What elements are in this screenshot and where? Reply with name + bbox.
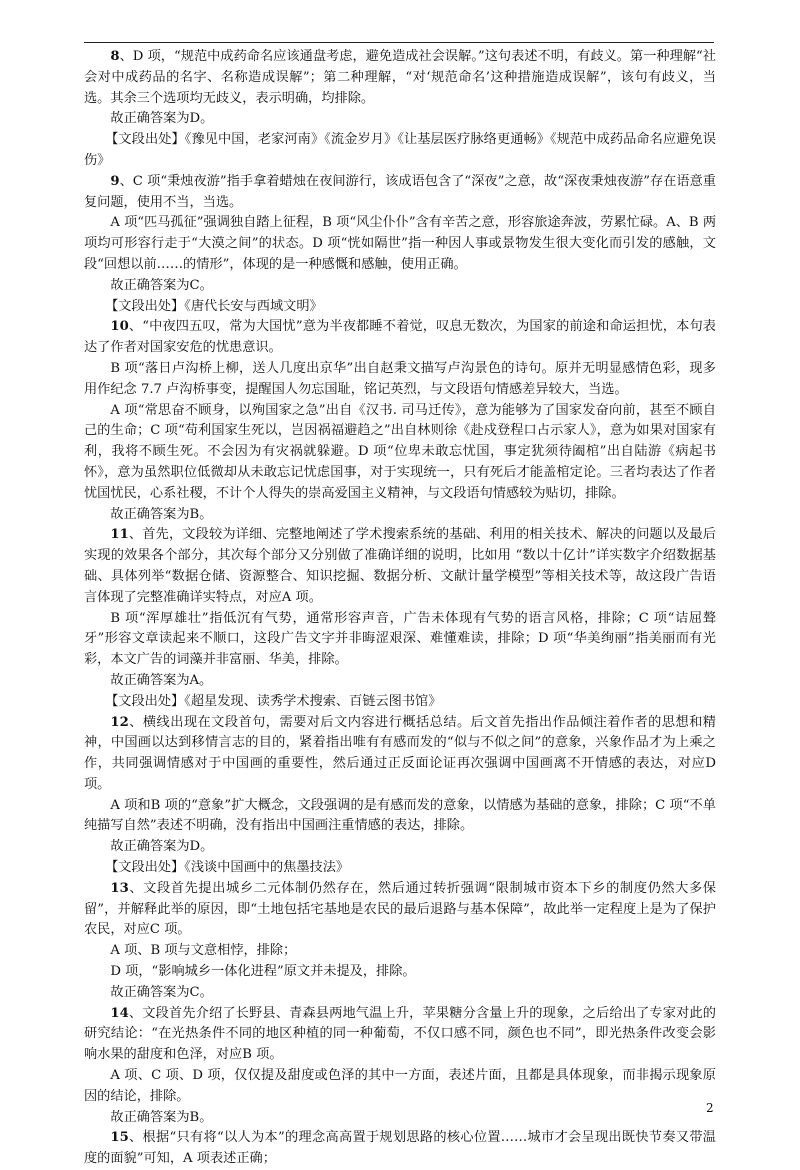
paragraph-text: 、首先，文段较为详细、完整地阐述了学术搜索系统的基础、利用的相关技术、解决的问题以及最后实现的效果各个部分，其次每个部分又分别做了准确详细的说明，比如用 “数以十亿计”详实数字介绍数据基础、具体列举“数据仓储、资源整合、知识挖掘、数据分析、文献计量学模型”等相关技术等，故这段广告语言体现了完整准确详实特点，对应A 项。 bbox=[84, 527, 716, 605]
paragraph bbox=[84, 1066, 716, 1108]
paragraph bbox=[84, 837, 716, 858]
question-paragraph-14 bbox=[84, 1004, 716, 1066]
paragraph-text: B 项“浑厚雄壮”指低沉有气势，通常形容声音，广告未体现有气势的语言风格，排除；C 项“诘屈聱牙”形容文章读起来不顺口，这段广告文字并非晦涩艰深、难懂难读，排除；D 项“华美绚丽”指美丽而有光彩，本文广告的词藻并非富丽、华美，排除。 bbox=[84, 610, 716, 668]
question-paragraph-9 bbox=[84, 172, 716, 214]
paragraph bbox=[84, 109, 716, 130]
paragraph bbox=[84, 213, 716, 275]
paragraph bbox=[84, 941, 716, 962]
answer-explanations bbox=[84, 47, 716, 1170]
question-paragraph-10 bbox=[84, 317, 716, 359]
paragraph bbox=[84, 359, 716, 401]
paragraph bbox=[84, 401, 716, 505]
page-number: 2 bbox=[706, 1101, 714, 1115]
paragraph-text: D 项，“影响城乡一体化进程”原文并未提及，排除。 bbox=[110, 964, 416, 980]
question-number: 15 bbox=[110, 1130, 129, 1146]
paragraph-text: 【文段出处】《唐代长安与西域文明》 bbox=[105, 298, 323, 314]
source-citation bbox=[84, 692, 716, 713]
paragraph-text: A 项“匹马孤征”强调独自踏上征程，B 项“风尘仆仆”含有辛苦之意，形容旅途奔波，劳累忙碌。A、B 两项均可形容行走于“大漠之间”的状态。D 项“恍如隔世”指一种因人事或景物发生很大变化而引发的感触，文段“回想以前……的情形”，体现的是一种感慨和感触，使用正确。 bbox=[84, 215, 716, 272]
question-number: 9 bbox=[110, 173, 120, 189]
question-paragraph-13 bbox=[84, 879, 716, 941]
question-number: 11 bbox=[110, 527, 129, 543]
question-number: 8 bbox=[110, 49, 120, 64]
paragraph bbox=[84, 983, 716, 1004]
question-number: 12 bbox=[110, 714, 129, 730]
paragraph bbox=[84, 505, 716, 526]
paragraph-text: 【文段出处】《豫见中国，老家河南》《流金岁月》《让基层医疗脉络更通畅》《规范中成药品命名应避免误伤》 bbox=[84, 132, 716, 168]
source-citation bbox=[84, 297, 716, 318]
paragraph-text: 故正确答案为D。 bbox=[110, 839, 214, 855]
paragraph-text: B 项“落日卢沟桥上柳，送人几度出京华”出自赵秉文描写卢沟景色的诗句。原并无明显感情色彩，现多用作纪念 7.7 卢沟桥事变，提醒国人勿忘国耻，铭记英烈，与文段语句情感差异较大，当选。 bbox=[84, 360, 716, 397]
paragraph-text: 【文段出处】《超星发现、读秀学术搜索、百链云图书馆》 bbox=[105, 693, 442, 709]
paragraph-text: 故正确答案为C。 bbox=[110, 277, 213, 293]
paragraph-text: 故正确答案为B。 bbox=[110, 1109, 213, 1125]
paragraph-text: A 项、C 项、D 项，仅仅提及甜度或色泽的其中一方面，表述片面，且都是具体现象，而非揭示现象原因的结论，排除。 bbox=[84, 1068, 716, 1104]
paragraph bbox=[84, 1108, 716, 1129]
paragraph bbox=[84, 796, 716, 838]
paragraph-text: 、横线出现在文段首句，需要对后文内容进行概括总结。后文首先指出作品倾注着作者的思想和精神，中国画以达到移情言志的目的，紧着指出唯有有感而发的“似与不似之间”的意象，兴象作品才为上乘之作，共同强调情感对于中国画的重要性，然后通过正反面论证再次强调中国画离不开情感的表达，对应D 项。 bbox=[84, 714, 716, 792]
paragraph-text: A 项和B 项的“意象”扩大概念，文段强调的是有感而发的意象，以情感为基础的意象，排除；C 项“不单纯描写自然”表述不明确，没有指出中国画注重情感的表达，排除。 bbox=[84, 797, 716, 834]
header-rule bbox=[84, 42, 714, 43]
paragraph-text: 【文段出处】《浅谈中国画中的焦墨技法》 bbox=[105, 860, 350, 876]
question-number: 14 bbox=[110, 1005, 129, 1021]
paragraph-text: 故正确答案为A。 bbox=[110, 672, 213, 688]
paragraph-text: A 项、B 项与文意相悖，排除； bbox=[110, 943, 297, 959]
paragraph bbox=[84, 671, 716, 692]
paragraph bbox=[84, 609, 716, 671]
question-paragraph-11 bbox=[84, 525, 716, 608]
paragraph-text: 故正确答案为D。 bbox=[110, 111, 214, 127]
source-citation bbox=[84, 858, 716, 879]
paragraph bbox=[84, 276, 716, 297]
paragraph-text: 、文段首先介绍了长野县、青森县两地气温上升，苹果糖分含量上升的现象，之后给出了专家对此的研究结论：“在光热条件不同的地区种植的同一种葡萄，不仅口感不同，颜色也不同”，即光热条件改变会影响水果的甜度和色泽，对应B 项。 bbox=[84, 1005, 716, 1063]
paragraph bbox=[84, 962, 716, 983]
question-paragraph-12 bbox=[84, 713, 716, 796]
paragraph-text: 、文段首先提出城乡二元体制仍然存在，然后通过转折强调“限制城市资本下乡的制度仍然大多保留”，并解释此举的原因，即“土地包括宅基地是农民的最后退路与基本保障”，故此举一定程度上是为了保护农民，对应C 项。 bbox=[84, 880, 716, 938]
paragraph-text: 、根据“只有将“以人为本”的理念高高置于规划思路的核心位置……城市才会呈现出既快节奏又带温度的面貌”可知，A 项表述正确； bbox=[84, 1130, 716, 1167]
paragraph-text: 、D 项，“规范中成药命名应该通盘考虑，避免造成社会误解。”这句表述不明，有歧义。第一种理解“社会对中成药品的名字、名称造成误解”；第二种理解，“对‘规范命名’这种措施造成误解”，该句有歧义，当选。其余三个选项均无歧义，表示明确，均排除。 bbox=[84, 49, 716, 106]
paragraph-text: 、C 项“秉烛夜游”指手拿着蜡烛在夜间游行，该成语包含了“深夜”之意，故“深夜秉烛夜游”存在语意重复问题，使用不当，当选。 bbox=[84, 173, 716, 210]
paragraph-text: 故正确答案为C。 bbox=[110, 984, 213, 1000]
paragraph-text: A 项“常思奋不顾身，以殉国家之急”出自《汉书. 司马迁传》，意为能够为了国家发奋向前，甚至不顾自己的生命；C 项“苟利国家生死以，岂因祸福避趋之”出自林则徐《赴戍登程口占示家人》，意为如果对国家有利，我将不顾生死。不会因为有灾祸就躲避。D 项“位卑未敢忘忧国，事定犹须待阖棺”出自陆游《病起书怀》，意为虽然职位低微却从未敢忘记忧虑国事，对于实现统一，只有死后才能盖棺定论。三者均表达了作者忧国忧民，心系社稷，不计个人得失的崇高爱国主义精神，与文段语句情感较为贴切，排除。 bbox=[84, 402, 716, 501]
paragraph-text: 故正确答案为B。 bbox=[110, 506, 213, 522]
question-paragraph-8 bbox=[84, 47, 716, 109]
question-paragraph-15 bbox=[84, 1128, 716, 1170]
question-number: 13 bbox=[110, 880, 129, 896]
source-citation bbox=[84, 130, 716, 172]
question-number: 10 bbox=[110, 319, 129, 335]
paragraph-text: 、“中夜四五叹，常为大国忧”意为半夜都睡不着觉，叹息无数次，为国家的前途和命运担忧，本句表达了作者对国家安危的忧患意识。 bbox=[84, 319, 716, 356]
